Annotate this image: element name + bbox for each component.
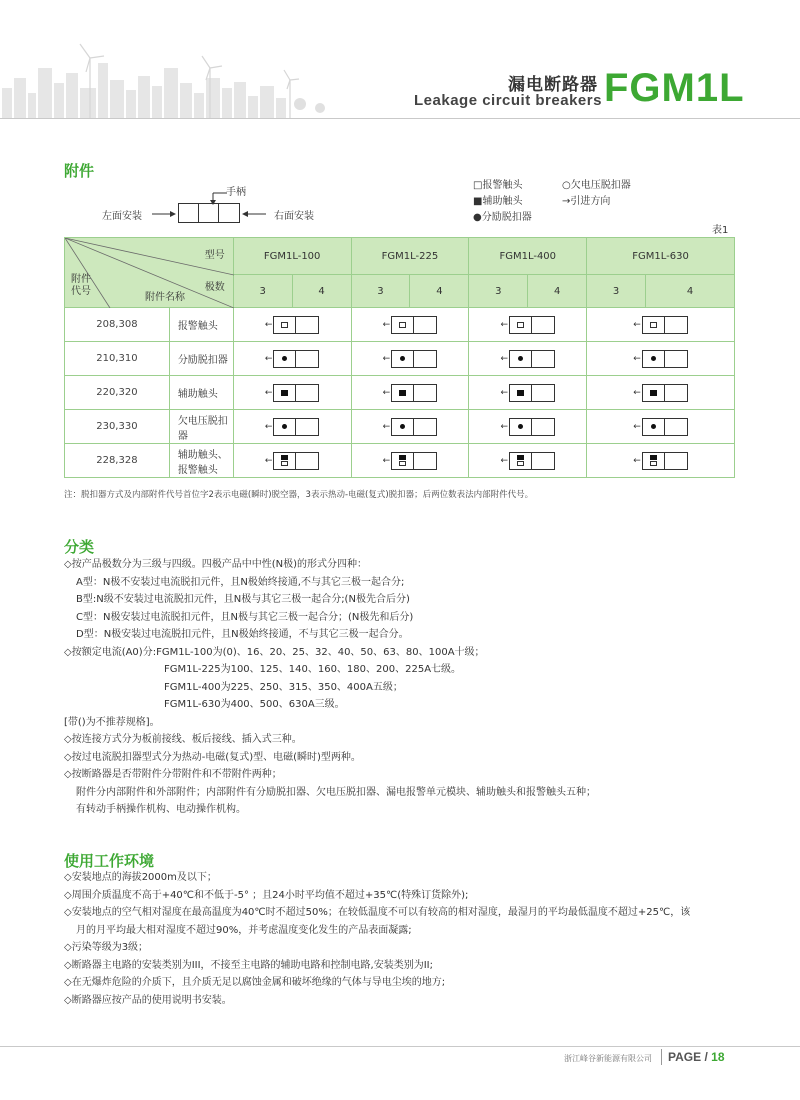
- mounting-diagram: [64, 178, 364, 224]
- shunt-release-mark: [282, 356, 287, 361]
- symbol-cell: [351, 308, 469, 342]
- page-header: [0, 0, 800, 120]
- lead-in-arrow-icon: ←: [382, 319, 391, 330]
- alarm-contact-mark: [517, 322, 524, 328]
- breaker-symbol: [265, 383, 320, 403]
- symbol-cell: [587, 410, 735, 444]
- text-line: ◇污染等级为3级；: [64, 942, 149, 953]
- lead-in-arrow-icon: ←: [633, 455, 641, 466]
- page-label: PAGE /: [668, 1050, 708, 1064]
- head-model-label: 型号: [204, 250, 225, 261]
- breaker-symbol: [500, 383, 555, 403]
- text-line: ◇按额定电流(A0)分:FGM1L-100为(0)、16、20、25、32、40、50、63、80、100A十级；: [64, 646, 485, 658]
- symbol-cell: [587, 308, 735, 342]
- classification-heading: 分类: [64, 538, 95, 556]
- lead-in-arrow-icon: ←: [633, 319, 641, 330]
- shunt-release-mark: [400, 424, 405, 429]
- pole-header: 4: [646, 275, 735, 308]
- breaker-symbol: [633, 451, 688, 471]
- text-line: 有转动手柄操作机构、电动操作机构。: [76, 804, 246, 815]
- lead-in-arrow-icon: ←: [264, 421, 273, 432]
- table-row: [65, 444, 735, 478]
- text-line: 月的月平均最大相对湿度不超过90%，并考虑温度变化发生的产品表面凝露;: [76, 924, 412, 936]
- symbol-cell: [351, 410, 469, 444]
- symbol-cell: [469, 410, 587, 444]
- breaker-symbol: [500, 349, 555, 369]
- auxiliary-contact-mark: [517, 390, 524, 396]
- breaker-symbol: [383, 315, 438, 335]
- left-mount-label: 左面安装: [102, 211, 142, 222]
- alarm-contact-mark: [399, 322, 406, 328]
- pole-header: 4: [292, 275, 351, 308]
- shunt-release-mark: [400, 356, 405, 361]
- environment-text: [64, 869, 690, 1009]
- lead-in-arrow-icon: ←: [382, 421, 391, 432]
- accessory-name: 分励脱扣器: [169, 342, 233, 376]
- table-row: [65, 410, 735, 444]
- accessory-name: 辅助触头: [169, 376, 233, 410]
- breaker-symbol: [265, 315, 320, 335]
- aux-alarm-mark: [281, 455, 288, 466]
- shunt-release-mark: [518, 356, 523, 361]
- text-line: ◇断路器主电路的安装类别为III，不接至主电路的辅助电路和控制电路,安装类别为II;: [64, 959, 433, 971]
- text-line: FGM1L-400为225、250、315、350、400A五级；: [164, 681, 403, 693]
- breaker-symbol: [633, 383, 688, 403]
- breaker-symbol: [633, 417, 688, 437]
- title-chinese: 漏电断路器: [508, 75, 598, 95]
- symbol-cell: [587, 342, 735, 376]
- breaker-symbol: [500, 451, 555, 471]
- right-arrow-icon: [242, 209, 266, 219]
- pole-header: 3: [587, 275, 646, 308]
- pole-header: 4: [528, 275, 587, 308]
- model-header: FGM1L-400: [469, 238, 587, 275]
- accessory-code: 230,330: [65, 410, 170, 444]
- lead-in-arrow-icon: ←: [500, 421, 509, 432]
- table-footnote: 注：脱扣器方式及内部附件代号首位字2表示电磁(瞬时)脱空器，3表示热动-电磁(复式)脱扣器；后两位数表法内部附件代号。: [64, 490, 534, 500]
- lead-in-arrow-icon: ←: [500, 319, 509, 330]
- head-poles-label: 极数: [204, 282, 225, 293]
- breaker-outline: [178, 203, 240, 223]
- footer-separator: [661, 1049, 662, 1065]
- text-line: ◇按连接方式分为板前接线、板后接线、插入式三种。: [64, 734, 302, 745]
- symbol-cell: [469, 376, 587, 410]
- page-number: [668, 1050, 725, 1064]
- accessories-table-body: [65, 308, 735, 478]
- auxiliary-contact-mark: [650, 390, 657, 396]
- legend-item: →引进方向: [562, 196, 611, 207]
- shunt-release-mark: [518, 424, 523, 429]
- text-line: ◇按过电流脱扣器型式分为热动-电磁(复式)型、电磁(瞬时)型两种。: [64, 751, 361, 763]
- environment-heading: 使用工作环境: [64, 852, 155, 870]
- lead-in-arrow-icon: ←: [633, 387, 641, 398]
- alarm-contact-mark: [650, 322, 657, 328]
- accessory-code: 210,310: [65, 342, 170, 376]
- lead-in-arrow-icon: ←: [382, 455, 391, 466]
- symbol-cell: [233, 444, 351, 478]
- text-line: B型:N级不安装过电流脱扣元件，且N极与其它三极一起合分;(N极先合后分): [76, 594, 410, 605]
- table-corner-cell: [65, 238, 234, 308]
- page-num: 18: [711, 1050, 725, 1064]
- text-line: ◇按产品极数分为三级与四级。四极产品中中性(N极)的形式分四种：: [64, 559, 367, 570]
- lead-in-arrow-icon: ←: [264, 353, 273, 364]
- breaker-symbol: [500, 417, 555, 437]
- classification-text: [64, 556, 596, 819]
- model-header: FGM1L-630: [587, 238, 735, 275]
- breaker-symbol: [633, 349, 688, 369]
- legend-item: ●分励脱扣器: [473, 212, 532, 223]
- symbol-cell: [233, 376, 351, 410]
- footer-divider: [0, 1046, 800, 1047]
- lead-in-arrow-icon: ←: [264, 455, 273, 466]
- legend-item: ■辅助触头: [473, 196, 523, 207]
- shunt-release-mark: [651, 356, 656, 361]
- legend-item: □报警触头: [473, 180, 523, 191]
- symbol-cell: [587, 444, 735, 478]
- text-line: ◇周围介质温度不高于+40℃和不低于-5° ；且24小时平均值不超过+35℃(特殊订货除外);: [64, 889, 469, 901]
- symbol-cell: [469, 444, 587, 478]
- breaker-symbol: [383, 417, 438, 437]
- legend-item: ○欠电压脱扣器: [562, 180, 631, 191]
- symbol-cell: [587, 376, 735, 410]
- table-row: [65, 342, 735, 376]
- model-header: FGM1L-100: [233, 238, 351, 275]
- lead-in-arrow-icon: ←: [500, 387, 509, 398]
- lead-in-arrow-icon: ←: [382, 353, 391, 364]
- symbol-cell: [469, 342, 587, 376]
- lead-in-arrow-icon: ←: [633, 353, 641, 364]
- lead-in-arrow-icon: ←: [264, 319, 273, 330]
- lead-in-arrow-icon: ←: [264, 387, 273, 398]
- lead-in-arrow-icon: ←: [633, 421, 641, 432]
- aux-alarm-mark: [517, 455, 524, 466]
- lead-in-arrow-icon: ←: [500, 353, 509, 364]
- footer-company: 浙江峰谷新能源有限公司: [564, 1054, 652, 1063]
- auxiliary-contact-mark: [399, 390, 406, 396]
- city-skyline-illustration: [0, 38, 340, 118]
- pole-header: 4: [410, 275, 469, 308]
- table-number: 表1: [712, 225, 729, 236]
- accessory-name: 报警触头: [169, 308, 233, 342]
- symbol-cell: [469, 308, 587, 342]
- handle-label: 手柄: [226, 187, 246, 198]
- text-line: 附件分内部附件和外部附件；内部附件有分励脱扣器、欠电压脱扣器、漏电报警单元模块、辅助触头和报警触头五种；: [76, 786, 596, 798]
- shunt-release-mark: [282, 424, 287, 429]
- auxiliary-contact-mark: [281, 390, 288, 396]
- text-line: ◇在无爆炸危险的介质下，且介质无足以腐蚀金属和破坏绝缘的气体与导电尘埃的地方;: [64, 977, 446, 988]
- text-line: ◇按断路器是否带附件分带附件和不带附件两种；: [64, 769, 282, 780]
- accessory-code: 228,328: [65, 444, 170, 478]
- symbol-cell: [351, 444, 469, 478]
- breaker-symbol: [383, 383, 438, 403]
- pole-header: 3: [233, 275, 292, 308]
- shunt-release-mark: [651, 424, 656, 429]
- legend-col-1: [473, 178, 532, 226]
- left-arrow-icon: [152, 209, 176, 219]
- pole-header: 3: [469, 275, 528, 308]
- breaker-symbol: [383, 451, 438, 471]
- breaker-symbol: [500, 315, 555, 335]
- symbol-cell: [233, 410, 351, 444]
- legend-col-2: [562, 178, 631, 210]
- text-line: [带()为不推荐规格]。: [64, 716, 160, 728]
- right-mount-label: 右面安装: [274, 211, 314, 222]
- breaker-symbol: [265, 349, 320, 369]
- alarm-contact-mark: [281, 322, 288, 328]
- accessory-code: 208,308: [65, 308, 170, 342]
- accessory-name: 欠电压脱扣器: [169, 410, 233, 444]
- lead-in-arrow-icon: ←: [382, 387, 391, 398]
- header-divider: [0, 118, 800, 119]
- pole-header: 3: [351, 275, 410, 308]
- title-english: Leakage circuit breakers: [414, 92, 602, 109]
- aux-alarm-mark: [399, 455, 406, 466]
- accessory-name: 辅助触头、报警触头: [169, 444, 233, 478]
- breaker-symbol: [633, 315, 688, 335]
- text-line: C型：N极安装过电流脱扣元件，且N极与其它三极一起合分；(N极先和后分): [76, 611, 414, 623]
- accessories-table: [64, 237, 735, 478]
- symbol-cell: [233, 342, 351, 376]
- breaker-symbol: [265, 417, 320, 437]
- model-header: FGM1L-225: [351, 238, 469, 275]
- head-name-label: 附件名称: [145, 292, 185, 303]
- text-line: A型：N极不安装过电流脱扣元件，且N极始终接通,不与其它三极一起合分;: [76, 576, 405, 588]
- aux-alarm-mark: [650, 455, 657, 466]
- symbol-cell: [351, 342, 469, 376]
- text-line: ◇安装地点的空气相对湿度在最高温度为40℃时不超过50%；在较低温度不可以有较高的相对湿度，最湿月的平均最低温度不超过+25℃，该: [64, 907, 691, 918]
- lead-in-arrow-icon: ←: [500, 455, 509, 466]
- text-line: ◇断路器应按产品的使用说明书安装。: [64, 994, 232, 1006]
- text-line: D型：N极安装过电流脱扣元件，且N极始终接通，不与其它三极一起合分。: [76, 629, 409, 640]
- text-line: FGM1L-630为400、500、630A三级。: [164, 699, 345, 710]
- breaker-symbol: [265, 451, 320, 471]
- table-row: [65, 308, 735, 342]
- model-title: FGM1L: [604, 66, 745, 110]
- text-line: FGM1L-225为100、125、140、160、180、200、225A七级。: [164, 664, 462, 675]
- symbol-cell: [233, 308, 351, 342]
- breaker-symbol: [383, 349, 438, 369]
- accessories-heading: 附件: [64, 162, 95, 180]
- accessory-code: 220,320: [65, 376, 170, 410]
- table-row: [65, 376, 735, 410]
- symbol-cell: [351, 376, 469, 410]
- head-code-label: 附件 代号: [71, 274, 91, 297]
- text-line: ◇安装地点的海拔2000m及以下；: [64, 872, 217, 883]
